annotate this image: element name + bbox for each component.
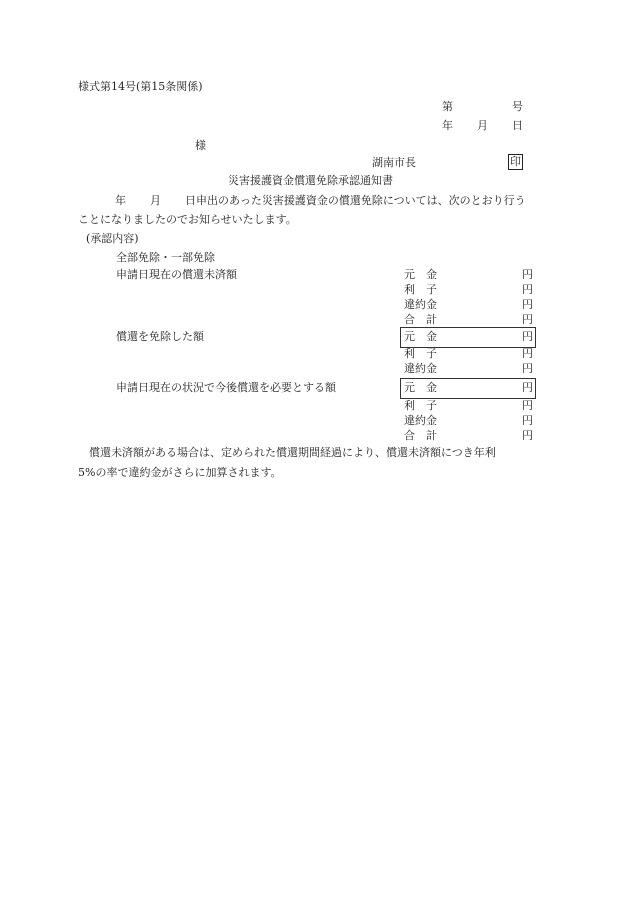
exempted-principal-unit: 円 [522,330,533,343]
date-month-label: 月 [477,119,488,132]
document-title: 災害援護資金償還免除承認通知書 [228,174,393,187]
remaining-penalty-unit: 円 [522,414,533,427]
body-month-label: 月 [150,194,161,207]
body-paragraph-line-1 [78,194,526,208]
exempted-penalty-label: 違約金 [404,362,437,375]
document-number-suffix: 号 [512,100,523,113]
penalty-notice-line-1 [78,446,496,460]
section-exempted-label: 償還を免除した額 [116,330,204,343]
date-year-label: 年 [442,119,453,132]
penalty-notice-line-2: 5%の率で違約金がさらに加算されます。 [78,466,282,479]
document-number-label: 第 [442,100,453,113]
exempted-penalty-unit: 円 [522,362,533,375]
outstanding-interest-label: 利 子 [404,283,437,296]
remaining-principal-unit: 円 [522,381,533,394]
body-text: 日申出のあった災害援護資金の償還免除については、次のとおり行う [185,194,526,207]
outstanding-penalty-label: 違約金 [404,298,437,311]
exemption-type: 全部免除・一部免除 [116,251,215,264]
body-paragraph-line-2: ことになりましたのでお知らせいたします。 [78,213,297,226]
outstanding-total-unit: 円 [522,313,533,326]
exempted-interest-label: 利 子 [404,347,437,360]
remaining-total-label: 合 計 [404,429,437,442]
remaining-interest-unit: 円 [522,399,533,412]
section-remaining-label: 申請日現在の状況で今後償還を必要とする額 [116,381,336,394]
remaining-penalty-label: 違約金 [404,414,437,427]
penalty-notice-text: 償還未済額がある場合は、定められた償還期間経過により、償還未済額につき年利 [89,446,496,459]
remaining-principal-label: 元 金 [404,381,437,394]
section-outstanding-label: 申請日現在の償還未済額 [116,268,237,281]
outstanding-interest-unit: 円 [522,283,533,296]
addressee-suffix: 様 [195,139,206,152]
body-year-label: 年 [115,194,126,207]
contents-heading: (承認内容) [86,232,139,245]
outstanding-penalty-unit: 円 [522,298,533,311]
exempted-principal-label: 元 金 [404,330,437,343]
outstanding-total-label: 合 計 [404,313,437,326]
outstanding-principal-label: 元 金 [404,268,437,281]
outstanding-principal-unit: 円 [522,268,533,281]
exempted-interest-unit: 円 [522,347,533,360]
form-number: 様式第14号(第15条関係) [78,80,203,93]
seal-mark: 印 [510,155,521,168]
issuer-name: 湖南市長 [372,156,416,169]
remaining-total-unit: 円 [522,429,533,442]
date-day-label: 日 [512,119,523,132]
remaining-interest-label: 利 子 [404,399,437,412]
